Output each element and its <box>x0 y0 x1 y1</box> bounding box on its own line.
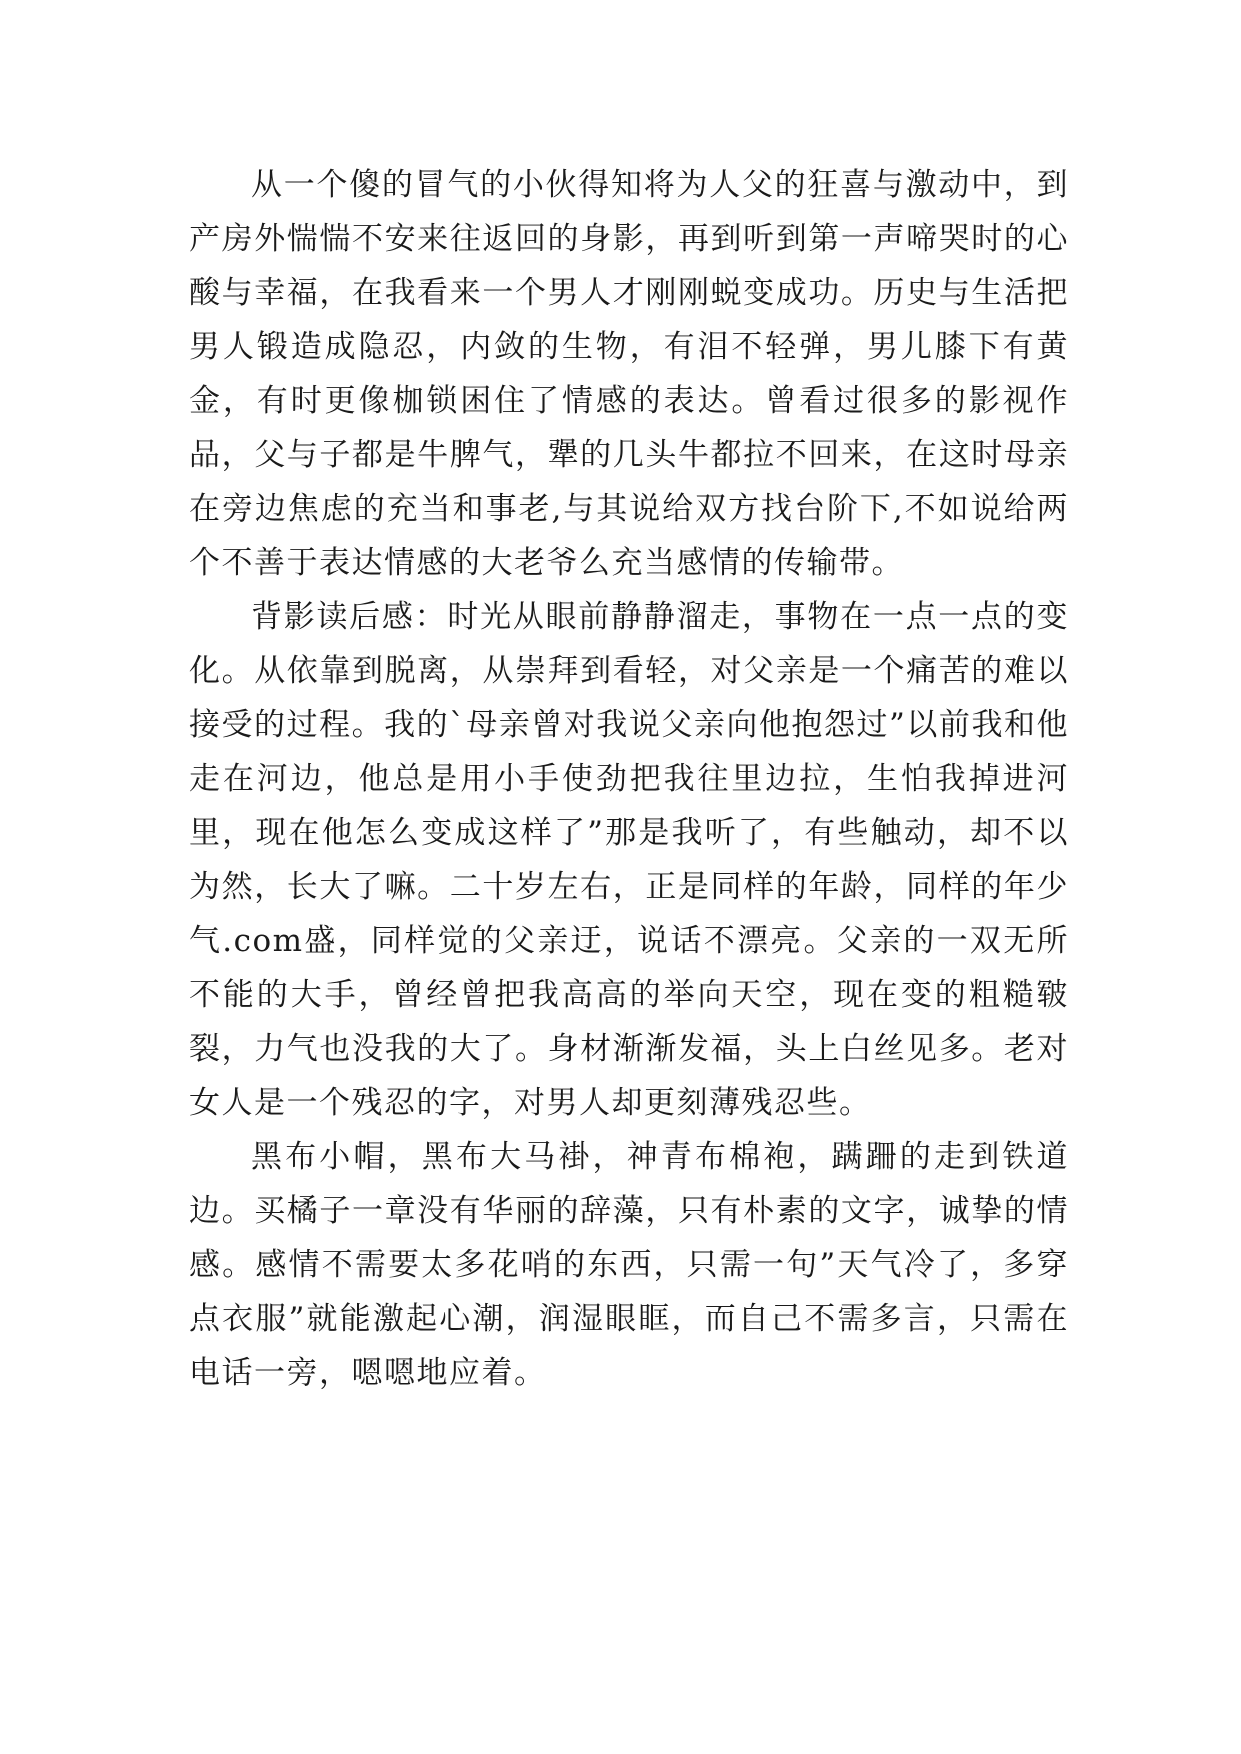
body-text <box>189 158 1069 1400</box>
paragraph-3: 黑布小帽，黑布大马褂，神青布棉袍，蹒跚的走到铁道边。买橘子一章没有华丽的辞藻，只有朴素的文字，诚挚的情感。感情不需要太多花哨的东西，只需一句”天气冷了，多穿点衣服”就能激起心潮，润湿眼眶，而自己不需多言，只需在电话一旁，嗯嗯地应着。 <box>189 1139 1069 1391</box>
paragraph-2: 背影读后感：时光从眼前静静溜走，事物在一点一点的变化。从依靠到脱离，从崇拜到看轻，对父亲是一个痛苦的难以接受的过程。我的`母亲曾对我说父亲向他抱怨过”以前我和他走在河边，他总是用小手使劲把我往里边拉，生怕我掉进河里，现在他怎么变成这样了”那是我听了，有些触动，却不以为然，长大了嘛。二十岁左右，正是同样的年龄，同样的年少气.com盛，同样觉的父亲迂，说话不漂亮。父亲的一双无所不能的大手，曾经曾把我高高的举向天空，现在变的粗糙皲裂，力气也没我的大了。身材渐渐发福，头上白丝见多。老对女人是一个残忍的字，对男人却更刻薄残忍些。 <box>189 599 1069 1121</box>
paragraph-1: 从一个傻的冒气的小伙得知将为人父的狂喜与激动中，到产房外惴惴不安来往返回的身影，再到听到第一声啼哭时的心酸与幸福，在我看来一个男人才刚刚蜕变成功。历史与生活把男人锻造成隐忍，内敛的生物，有泪不轻弹，男儿膝下有黄金，有时更像枷锁困住了情感的表达。曾看过很多的影视作品，父与子都是牛脾气，犟的几头牛都拉不回来，在这时母亲在旁边焦虑的充当和事老,与其说给双方找台阶下,不如说给两个不善于表达情感的大老爷么充当感情的传输带。 <box>189 167 1069 581</box>
